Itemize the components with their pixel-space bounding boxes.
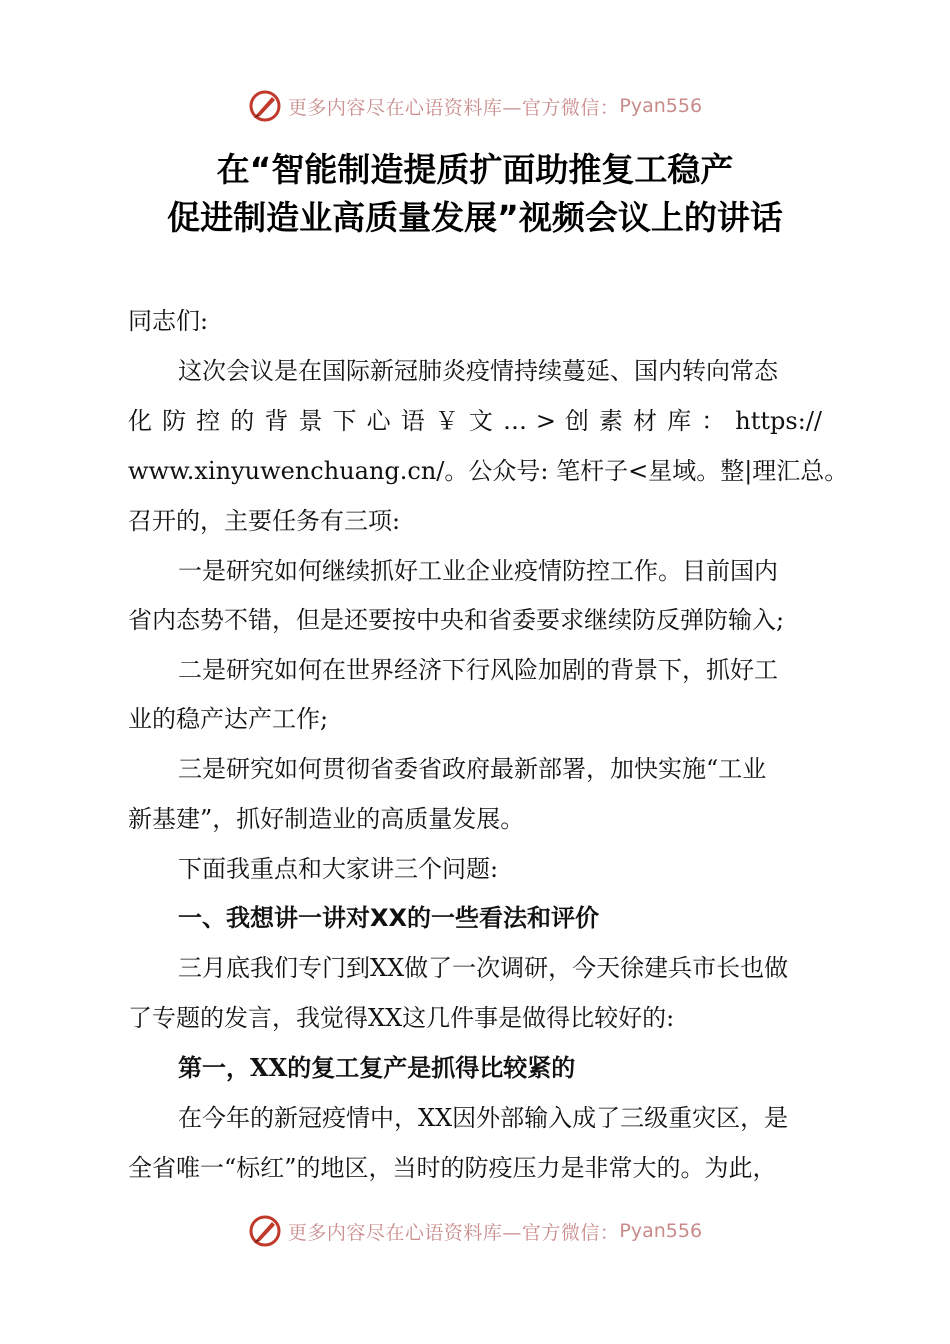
banner-contact: Pyan556 <box>619 1220 703 1242</box>
section-heading: 一、我想讲一讲对XX的一些看法和评价 <box>178 904 600 932</box>
banner-contact: Pyan556 <box>619 95 703 117</box>
body-line: 召开的，主要任务有三项: <box>128 507 401 535</box>
body-line: 了专题的发言，我觉得XX这几件事是做得比较好的: <box>128 1004 675 1032</box>
document-title-line1: 在“智能制造提质扩面助推复工稳产 <box>216 150 734 189</box>
body-line: 一是研究如何继续抓好工业企业疫情防控工作。目前国内 <box>178 557 778 585</box>
pen-logo-icon <box>248 89 282 123</box>
body-line: 下面我重点和大家讲三个问题: <box>178 855 499 883</box>
document-title-line2: 促进制造业高质量发展”视频会议上的讲话 <box>167 198 783 237</box>
body-line: 化 防 控 的 背 景 下 心 语 ￥ 文 … > 创 素 材 库 ： https:// <box>128 407 822 435</box>
body-line: 三月底我们专门到XX做了一次调研，今天徐建兵市长也做 <box>178 954 789 982</box>
body-line: 新基建”，抓好制造业的高质量发展。 <box>128 805 525 833</box>
body-line: 二是研究如何在世界经济下行风险加剧的背景下，抓好工 <box>178 656 778 684</box>
salutation: 同志们: <box>128 307 209 335</box>
body-line: 业的稳产达产工作; <box>128 705 329 733</box>
banner-text: 更多内容尽在心语资料库—官方微信： <box>287 1221 620 1244</box>
body-line: 全省唯一“标红”的地区，当时的防疫压力是非常大的。为此， <box>128 1154 777 1182</box>
pen-logo-icon <box>248 1214 282 1248</box>
body-line: 在今年的新冠疫情中，XX因外部输入成了三级重灾区，是 <box>178 1104 789 1132</box>
body-line: 省内态势不错，但是还要按中央和省委要求继续防反弹防输入; <box>128 606 785 634</box>
body-line: www.xinyuwenchuang.cn/。公众号: 笔杆子<星域。整|理汇总。 <box>128 457 849 485</box>
banner-text: 更多内容尽在心语资料库—官方微信： <box>287 96 620 119</box>
header-banner <box>0 86 950 126</box>
subsection-heading: 第一，XX的复工复产是抓得比较紧的 <box>178 1053 576 1082</box>
body-line: 三是研究如何贯彻省委省政府最新部署，加快实施“工业 <box>178 755 767 783</box>
footer-banner <box>0 1211 950 1251</box>
body-line: 这次会议是在国际新冠肺炎疫情持续蔓延、国内转向常态 <box>178 357 778 385</box>
